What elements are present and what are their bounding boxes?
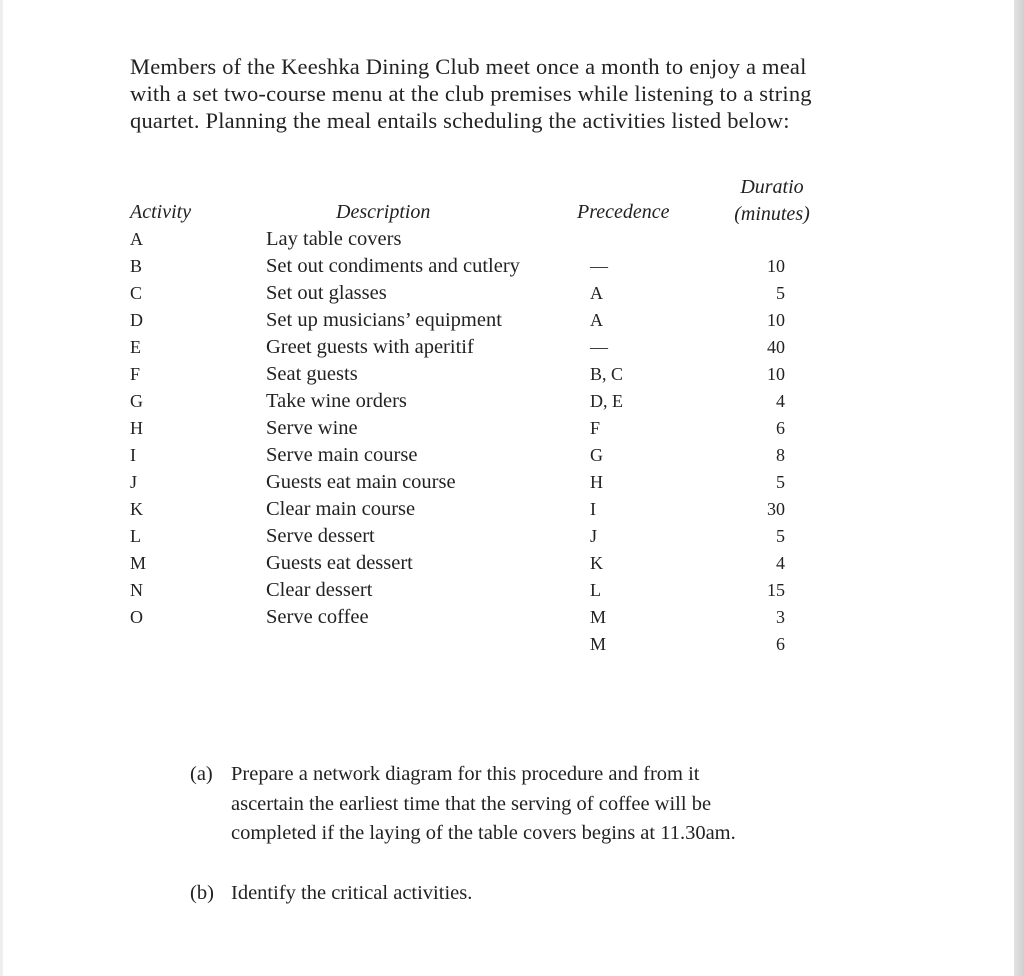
activity-cell: L <box>130 526 141 546</box>
description-cell: Greet guests with aperitif <box>266 336 474 358</box>
header-description: Description <box>336 201 431 223</box>
duration-cell: 3 <box>776 607 785 627</box>
description-cell: Serve dessert <box>266 525 375 547</box>
activity-cell: K <box>130 499 143 519</box>
description-cell: Take wine orders <box>266 390 407 412</box>
activity-cell: M <box>130 553 147 573</box>
activity-cell: H <box>130 418 143 438</box>
activity-cell: C <box>130 283 143 303</box>
precedence-cell: F <box>590 418 601 438</box>
precedence-cell: A <box>590 310 603 330</box>
duration-cell: 30 <box>767 499 785 519</box>
activity-cell: I <box>130 445 136 465</box>
header-precedence: Precedence <box>577 201 670 223</box>
duration-cell: 6 <box>776 634 785 654</box>
precedence-cell: L <box>590 580 601 600</box>
precedence-cell: I <box>590 499 596 519</box>
duration-cell: 5 <box>776 472 785 492</box>
activity-cell: D <box>130 310 143 330</box>
precedence-cell: — <box>590 256 608 276</box>
description-cell: Set up musicians’ equipment <box>266 309 502 331</box>
description-cell: Lay table covers <box>266 228 402 250</box>
description-cell: Seat guests <box>266 363 358 385</box>
description-cell: Set out condiments and cutlery <box>266 255 520 277</box>
header-duration-line2: (minutes) <box>734 203 810 225</box>
question-b-text: Identify the critical activities. <box>231 882 473 904</box>
duration-cell: 4 <box>776 553 785 573</box>
activity-cell: O <box>130 607 143 627</box>
description-cell: Serve wine <box>266 417 358 439</box>
precedence-cell: M <box>590 634 607 654</box>
description-cell: Guests eat main course <box>266 471 456 493</box>
duration-cell: 10 <box>767 310 785 330</box>
duration-cell: 5 <box>776 283 785 303</box>
duration-cell: 8 <box>776 445 785 465</box>
activity-cell: G <box>130 391 143 411</box>
activity-cell: E <box>130 337 141 357</box>
question-b <box>190 879 771 909</box>
table-row <box>0 604 1024 654</box>
precedence-cell: H <box>590 472 603 492</box>
activity-cell: A <box>130 229 143 249</box>
description-cell: Serve coffee <box>266 606 369 628</box>
description-cell: Serve main course <box>266 444 418 466</box>
duration-cell: 10 <box>767 364 785 384</box>
precedence-cell: G <box>590 445 603 465</box>
description-cell: Set out glasses <box>266 282 387 304</box>
activity-cell: B <box>130 256 143 276</box>
activity-cell: J <box>130 472 138 492</box>
precedence-cell: B, C <box>590 364 624 384</box>
duration-cell: 15 <box>767 580 785 600</box>
precedence-cell: D, E <box>590 391 623 411</box>
precedence-cell: K <box>590 553 603 573</box>
intro-paragraph: Members of the Keeshka Dining Club meet once a month to enjoy a meal with a set two-course menu at the club premises while listening to a string quartet. Planning the meal entails scheduling the activities listed below: <box>130 54 812 133</box>
precedence-cell: — <box>590 337 608 357</box>
question-a-label: (a) <box>190 763 213 785</box>
precedence-cell: J <box>590 526 598 546</box>
precedence-cell: A <box>590 283 603 303</box>
activity-table <box>0 226 1024 654</box>
duration-cell: 40 <box>767 337 785 357</box>
description-cell: Clear main course <box>266 498 416 520</box>
activity-cell: N <box>130 580 143 600</box>
duration-cell: 6 <box>776 418 785 438</box>
activity-cell: F <box>130 364 141 384</box>
header-duration-line1: Duratio <box>740 176 804 198</box>
precedence-cell: M <box>590 607 607 627</box>
question-a-text: Prepare a network diagram for this procedure and from it ascertain the earliest time that the serving of coffee will be completed if the laying of the table covers begins at 11.30am. <box>231 763 736 844</box>
duration-cell: 10 <box>767 256 785 276</box>
description-cell: Clear dessert <box>266 579 373 601</box>
header-duration <box>722 174 822 228</box>
description-cell: Guests eat dessert <box>266 552 413 574</box>
question-a <box>190 760 771 849</box>
question-b-label: (b) <box>190 882 214 904</box>
duration-cell: 5 <box>776 526 785 546</box>
duration-cell: 4 <box>776 391 785 411</box>
header-activity: Activity <box>130 201 192 223</box>
